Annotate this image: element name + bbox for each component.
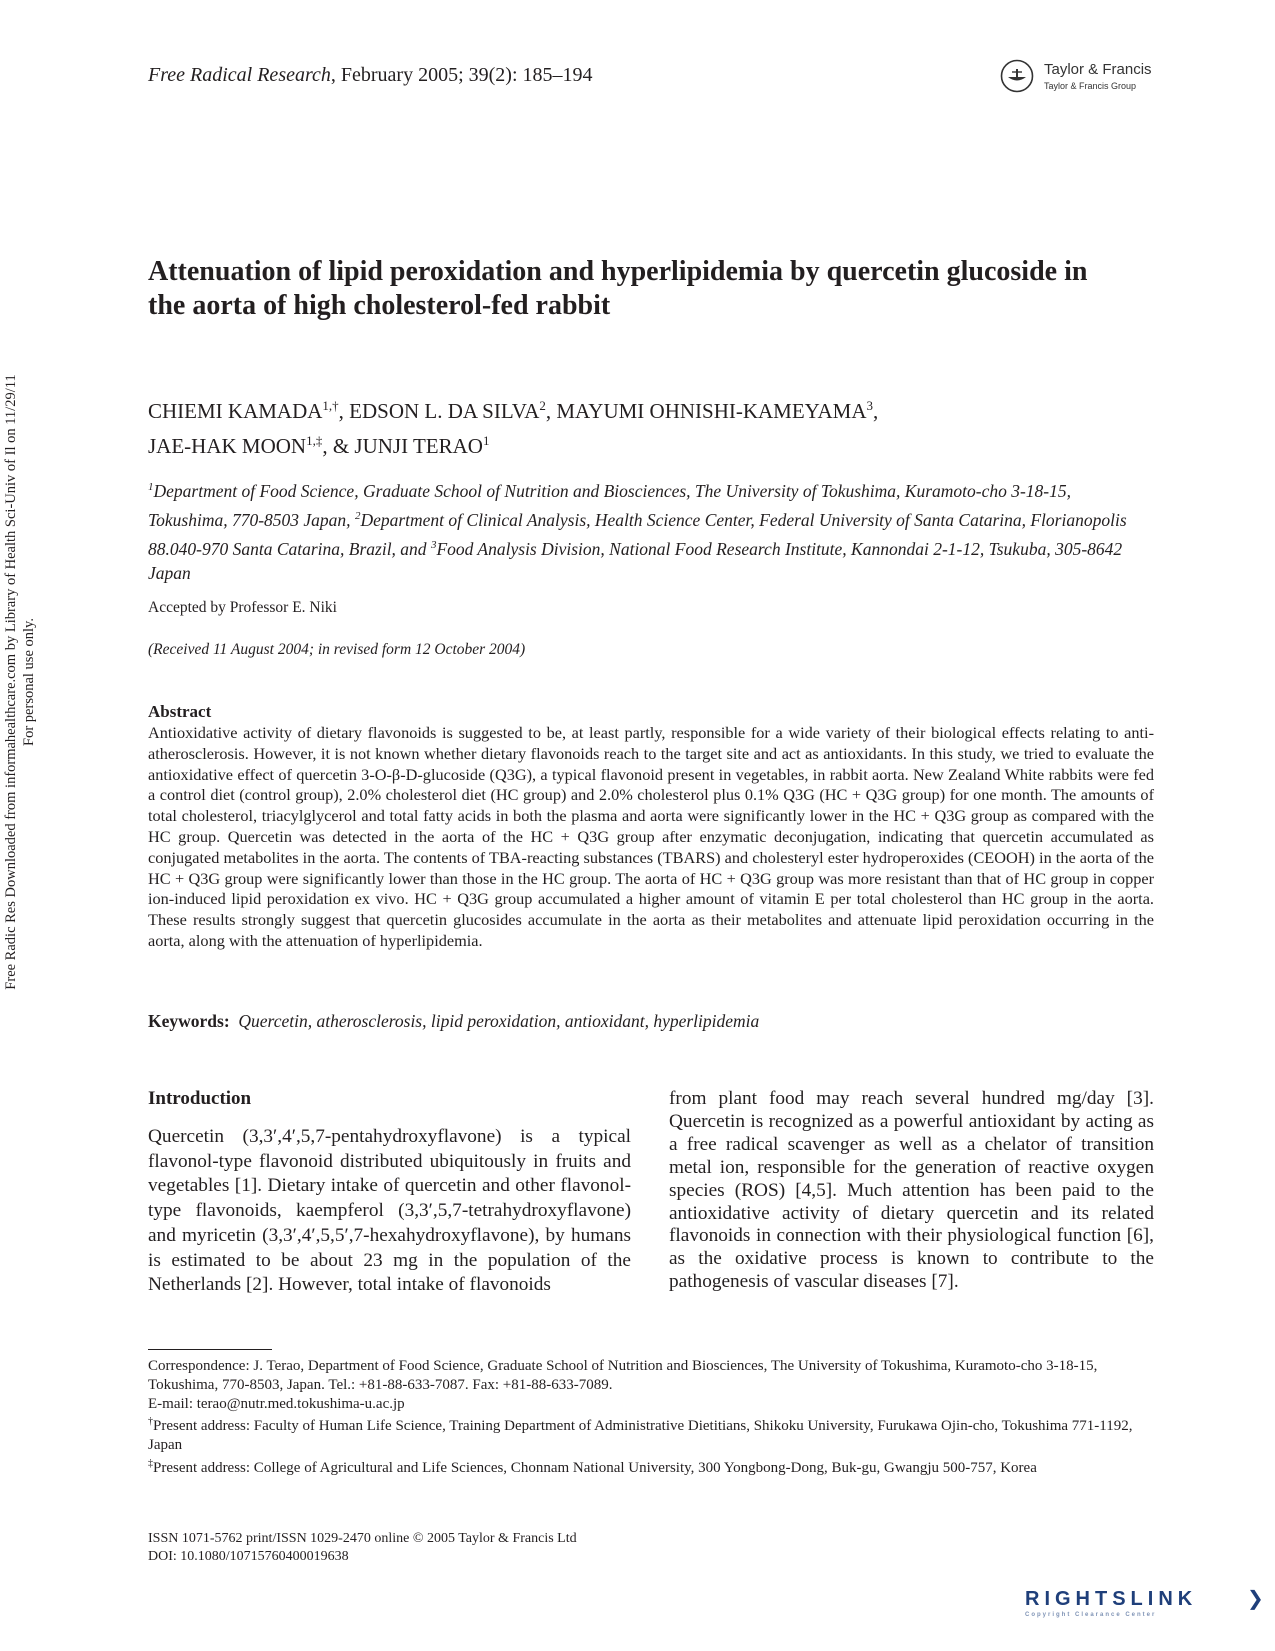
rightslink-arrow-icon: ❯ xyxy=(1247,1588,1269,1610)
publication-info xyxy=(148,1530,577,1566)
publisher-emblem-icon xyxy=(1000,59,1034,93)
watermark-line-2: For personal use only. xyxy=(21,618,37,746)
footnote-divider xyxy=(148,1349,272,1350)
rightslink-label: RIGHTSLINK xyxy=(1025,1588,1198,1610)
author-name: , MAYUMI OHNISHI-KAMEYAMA xyxy=(545,399,867,423)
keywords-list: Quercetin, atherosclerosis, lipid peroxidation, antioxidant, hyperlipidemia xyxy=(238,1011,760,1031)
footnotes xyxy=(148,1357,1154,1478)
author-affiliation-mark: 3 xyxy=(866,398,874,413)
footnote-mark: ‡ xyxy=(148,1457,153,1469)
author-affiliation-mark: 1,† xyxy=(322,398,339,413)
abstract-heading: Abstract xyxy=(148,702,212,721)
introduction-right-column: from plant food may reach several hundred mg/day [3]. Quercetin is recognized as a powerful antioxidant by acting as a free radical scavenger as well as a chelator of transition metal ion, responsible for the generation of reactive oxygen species (ROS) [4,5]. Much attention has been paid to the antioxidative activity of dietary quercetin and its related flavonoids in connection with their physiological function [6], as the oxidative process is known to contribute to the pathogenesis of vascular diseases [7]. xyxy=(669,1088,1154,1293)
author-name: CHIEMI KAMADA xyxy=(148,399,323,423)
journal-reference xyxy=(148,64,593,87)
introduction-left-column: Quercetin (3,3′,4′,5,7-pentahydroxyflavone) is a typical flavonol-type flavonoid distributed ubiquitously in fruits and vegetables [1]. Dietary intake of quercetin and other flavonol-type flavonoids, kaempferol (3,3′,5,7-tetrahydroxyflavone) and myricetin (3,3′,4′,5,5′,7-hexahydroxyflavone), by humans is estimated to be about 23 mg in the population of the Netherlands [2]. However, total intake of flavonoids xyxy=(148,1126,631,1296)
correspondence-note: Correspondence: J. Terao, Department of Food Science, Graduate School of Nutrition and Biosciences, The University of Tokushima, Kuramoto-cho 3-18-15, Tokushima, 770-8503, Japan. Tel.: +81-88-633-7087. Fax: +81-88-633-7089. xyxy=(148,1358,1098,1393)
publisher-logo xyxy=(1000,57,1160,97)
footnote-mark: † xyxy=(148,1416,153,1428)
rightslink-subtitle: Copyright Clearance Center xyxy=(1025,1612,1157,1618)
present-address-note xyxy=(148,1413,1154,1455)
download-watermark xyxy=(2,0,42,1651)
footnote-text: Present address: Faculty of Human Life Science, Training Department of Administrative Dietitians, Shikoku University, Furukawa Ojin-cho, Tokushima 771-1192, Japan xyxy=(148,1418,1133,1454)
affiliation-mark: 1 xyxy=(148,481,154,493)
affiliations xyxy=(148,475,1148,586)
abstract-text: Antioxidative activity of dietary flavonoids is suggested to be, at least partly, responsible for a wide variety of their biological effects relating to anti-atherosclerosis. However, it is not known whether dietary flavonoids reach to the target site and act as antioxidants. In this study, we tried to evaluate the antioxidative effect of quercetin 3-O-β-D-glucoside (Q3G), a typical flavonoid present in vegetables, in rabbit aorta. New Zealand White rabbits were fed a control diet (control group), 2.0% cholesterol diet (HC group) and 2.0% cholesterol plus 0.1% Q3G (HC + Q3G group) for one month. The amounts of total cholesterol, triacylglycerol and total fatty acids in both the plasma and aorta were significantly lower in the HC + Q3G group as compared with the HC group. Quercetin was detected in the aorta of the HC + Q3G group after enzymatic deconjugation, indicating that quercetin accumulated as conjugated metabolites in the aorta. The contents of TBA-reacting substances (TBARS) and cholesteryl ester hydroperoxides (CEOOH) in the aorta of the HC + Q3G group were significantly lower than those in the HC group. The aorta of HC + Q3G group was more resistant than that of HC group in copper ion-induced lipid peroxidation ex vivo. HC + Q3G group accumulated a higher amount of vitamin E per total cholesterol than HC group in the aorta. These results strongly suggest that quercetin glucosides accumulate in the aorta as their metabolites and attenuate lipid peroxidation occurring in the aorta, along with the attenuation of hyperlipidemia. xyxy=(148,723,1154,950)
publisher-name: Taylor & Francis xyxy=(1044,61,1152,78)
author-name: JAE-HAK MOON xyxy=(148,434,307,458)
issn-line: ISSN 1071-5762 print/ISSN 1029-2470 online © 2005 Taylor & Francis Ltd xyxy=(148,1531,577,1546)
journal-name: Free Radical Research xyxy=(148,64,331,86)
author-affiliation-mark: 2 xyxy=(539,398,546,413)
keywords xyxy=(148,1011,759,1032)
author-name: , & JUNJI TERAO xyxy=(322,434,483,458)
rightslink-logo[interactable] xyxy=(1025,1588,1269,1618)
introduction-heading: Introduction xyxy=(148,1088,252,1109)
correspondence-email: E-mail: terao@nutr.med.tokushima-u.ac.jp xyxy=(148,1395,405,1412)
doi-line: DOI: 10.1080/10715760400019638 xyxy=(148,1549,349,1564)
publisher-group: Taylor & Francis Group xyxy=(1044,81,1137,91)
author-separator: , xyxy=(873,399,879,423)
affiliation-mark: 2 xyxy=(354,509,361,522)
author-affiliation-mark: 1,‡ xyxy=(306,433,323,448)
author-name: , EDSON L. DA SILVA xyxy=(338,399,540,423)
author-list xyxy=(148,391,1148,461)
article-title: Attenuation of lipid peroxidation and hyperlipidemia by quercetin glucoside in the aorta of high cholesterol-fed rabbit xyxy=(148,256,1088,321)
received-dates: (Received 11 August 2004; in revised form 12 October 2004) xyxy=(148,641,526,658)
affiliation-text: Department of Clinical Analysis, Health Science Center, Federal University of Santa Catarina, Florianopolis 88.040-970 Santa Catarina, Brazil, and xyxy=(148,509,1127,559)
journal-issue: , February 2005; 39(2): 185–194 xyxy=(330,64,593,86)
watermark-line-1: Free Radic Res Downloaded from informahealthcare.com by Library of Health Sci-Univ of Il on 11/29/11 xyxy=(3,374,19,990)
affiliation-mark: 3 xyxy=(430,538,437,551)
accepted-by: Accepted by Professor E. Niki xyxy=(148,599,337,616)
present-address-note xyxy=(148,1455,1154,1478)
author-affiliation-mark: 1 xyxy=(482,433,490,448)
footnote-text: Present address: College of Agricultural and Life Sciences, Chonnam National University, 300 Yongbong-Dong, Buk-gu, Gwangju 500-757, Korea xyxy=(153,1459,1037,1476)
affiliation-text: Food Analysis Division, National Food Research Institute, Kannondai 2-1-12, Tsukuba, 305-8642 Japan xyxy=(148,538,1123,584)
affiliation-text: Department of Food Science, Graduate School of Nutrition and Biosciences, The University of Tokushima, Kuramoto-cho 3-18-15, Tokushima, 770-8503 Japan, xyxy=(148,480,1072,530)
keywords-label: Keywords: xyxy=(148,1011,230,1031)
